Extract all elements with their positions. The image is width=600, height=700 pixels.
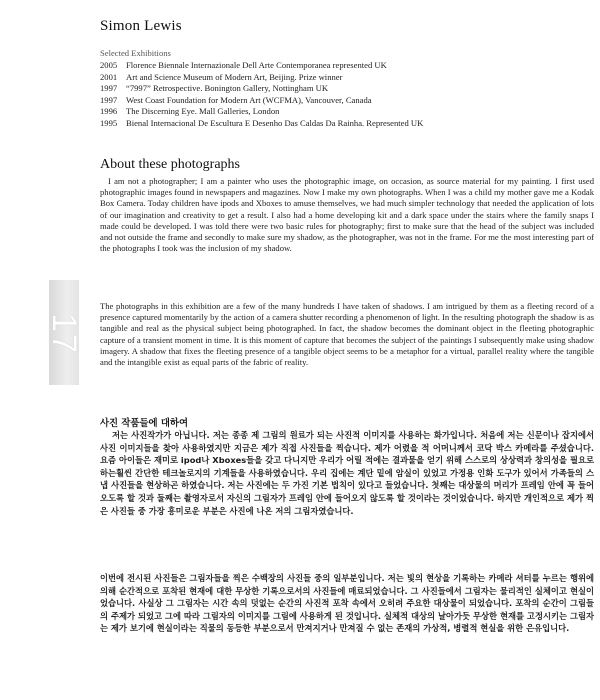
exhibition-year: 2005 [100, 60, 118, 70]
exhibition-item [100, 118, 580, 130]
exhibition-item [100, 106, 580, 118]
page-number-tab [45, 280, 84, 385]
exhibitions-heading: Selected Exhibitions [100, 48, 171, 58]
korean-title: 사진 작품들에 대하여 [100, 418, 189, 429]
exhibition-year: 1996 [100, 106, 118, 117]
exhibition-text: Art and Science Museum of Modern Art, Beijing. Prize winner [126, 71, 343, 82]
exhibition-year: 2001 [100, 71, 118, 82]
exhibition-text: Bienal Internacional De Escultura E Desenho Das Caldas Da Rainha. Represented UK [126, 117, 424, 128]
exhibition-item [100, 72, 580, 84]
exhibition-text: The Discerning Eye. Mall Galleries, London [126, 106, 280, 117]
exhibition-text: West Coast Foundation for Modern Art (WCFMA), Vancouver, Canada [126, 94, 372, 105]
korean-paragraph-2: 이번에 전시된 사진들은 그림자들을 찍은 수백장의 사진들 중의 일부분입니다. 저는 빛의 현상을 기록하는 카메라 셔터를 누르는 행위에 의해 순간적으로 포착된 현재에 대한 무상한 기록으로서의 사진들에 매료되었습니다. 그 사진들에서 그림자는 물리적인 실체이고 현실이었습니다. 사실상 그 그림자는 시간 속의 덧없는 순간의 사진적 포착 속에서 오히려 주요한 대상물이 되었습니다. 포착의 순간이 그림들의 주제가 되었고 그에 따라 그림자의 이미지를 그림에 사용하게 된 것입니다. 실체적 대상의 날아가듯 무상한 현재를 고정시키는 그림자는 제가 보기에 현실이라는 직물의 동등한 부분으로서 만져지거나 만져질 수 없는 존재의 가상적, 병렬적 현실을 위한 은유입니다. [100, 573, 594, 634]
exhibition-item [100, 83, 580, 95]
page-number: 17 [45, 313, 84, 355]
exhibition-item [100, 60, 580, 72]
about-title: About these photographs [100, 157, 240, 172]
korean-paragraph-1: 저는 사진작가가 아닙니다. 저는 종종 제 그림의 원료가 되는 사진적 이미지를 사용하는 화가입니다. 처음에 저는 신문이나 잡지에서 사진 이미지들을 찾아 사용하였지만 지금은 제가 직접 사진들을 찍습니다. 제가 어렸을 적 어머니께서 코닥 박스 카메라를 주셨습니다. 요즘 아이들은 재미로 ipod나 Xboxes들을 갖고 다니지만 우리가 어릴 적에는 결과물을 얻기 위해 스스로의 상상력과 창의성을 필요로 하는훨씬 간단한 테크놀로지의 기계들을 사용하였습니다. 우리 집에는 계단 밑에 암실이 있었고 가정용 인화 도구가 있어서 가족들의 스냅 사진들을 현상하곤 하였습니다. 저는 사진에는 두 가진 기본 법칙이 있다고 들었습니다. 첫째는 대상물의 머리가 프레임 안에 꼭 들어오도록 할 것과 둘째는 촬영자로서 자신의 그림자가 프레임 안에 들어오지 않도록 할 것이라는 것이었습니다. 하지만 개인적으로 제가 찍은 사진들 중 가장 흥미로운 부분은 사진에 나온 저의 그림자였습니다. [100, 430, 594, 516]
exhibitions-list [100, 60, 580, 130]
about-paragraph-2: The photographs in this exhibition are a few of the many hundreds I have taken of shadows. I am intrigued by them as a fleeting record of a presence captured momentarily by the action of a camera shutter recording a phenomenon of light. In the resulting photograph the shadow is as tangible and real as the physical subject being photographed. In fact, the shadow becomes the dominant object in the fleeting photographic capture of a transient moment in time. It is this moment of capture that becomes the subject of the paintings I subsequently make using shadow imagery. A shadow that fixes the fleeting presence of a tangible object seems to be a metaphor for a virtual, parallel reality where the tangible and the intangible exist as equal parts of the fabric of reality. [100, 301, 594, 368]
exhibition-text: “7997” Retrospective. Bonington Gallery, Nottingham UK [126, 83, 329, 94]
exhibition-year: 1997 [100, 94, 118, 105]
exhibition-item [100, 95, 580, 107]
exhibition-text: Florence Biennale Internazionale Dell Arte Contemporanea represented UK [126, 60, 387, 70]
about-paragraph-1: I am not a photographer; I am a painter who uses the photographic image, on occasion, as source material for my painting. I first used photographic images found in newspapers and magazines. Now I make my own photographs. When I was a child my mother gave me a Kodak Box Camera. Today children have ipods and Xboxes to amuse themselves, we had much simpler technology that needed the application of lots of our imagination and creativity to get a result. I also had a home developing kit and a dark space under the stairs where the family snaps I made could be developed. I was told there were two basic rules for photography; first to make sure that the head of the subject was included and not outside the frame and secondly to make sure my shadow, as the photographer, was not in the frame. For me the most interesting part of the photographs I took was the inclusion of my shadow. [100, 176, 594, 254]
exhibition-year: 1997 [100, 83, 118, 94]
exhibition-year: 1995 [100, 117, 118, 128]
artist-name: Simon Lewis [100, 18, 182, 34]
